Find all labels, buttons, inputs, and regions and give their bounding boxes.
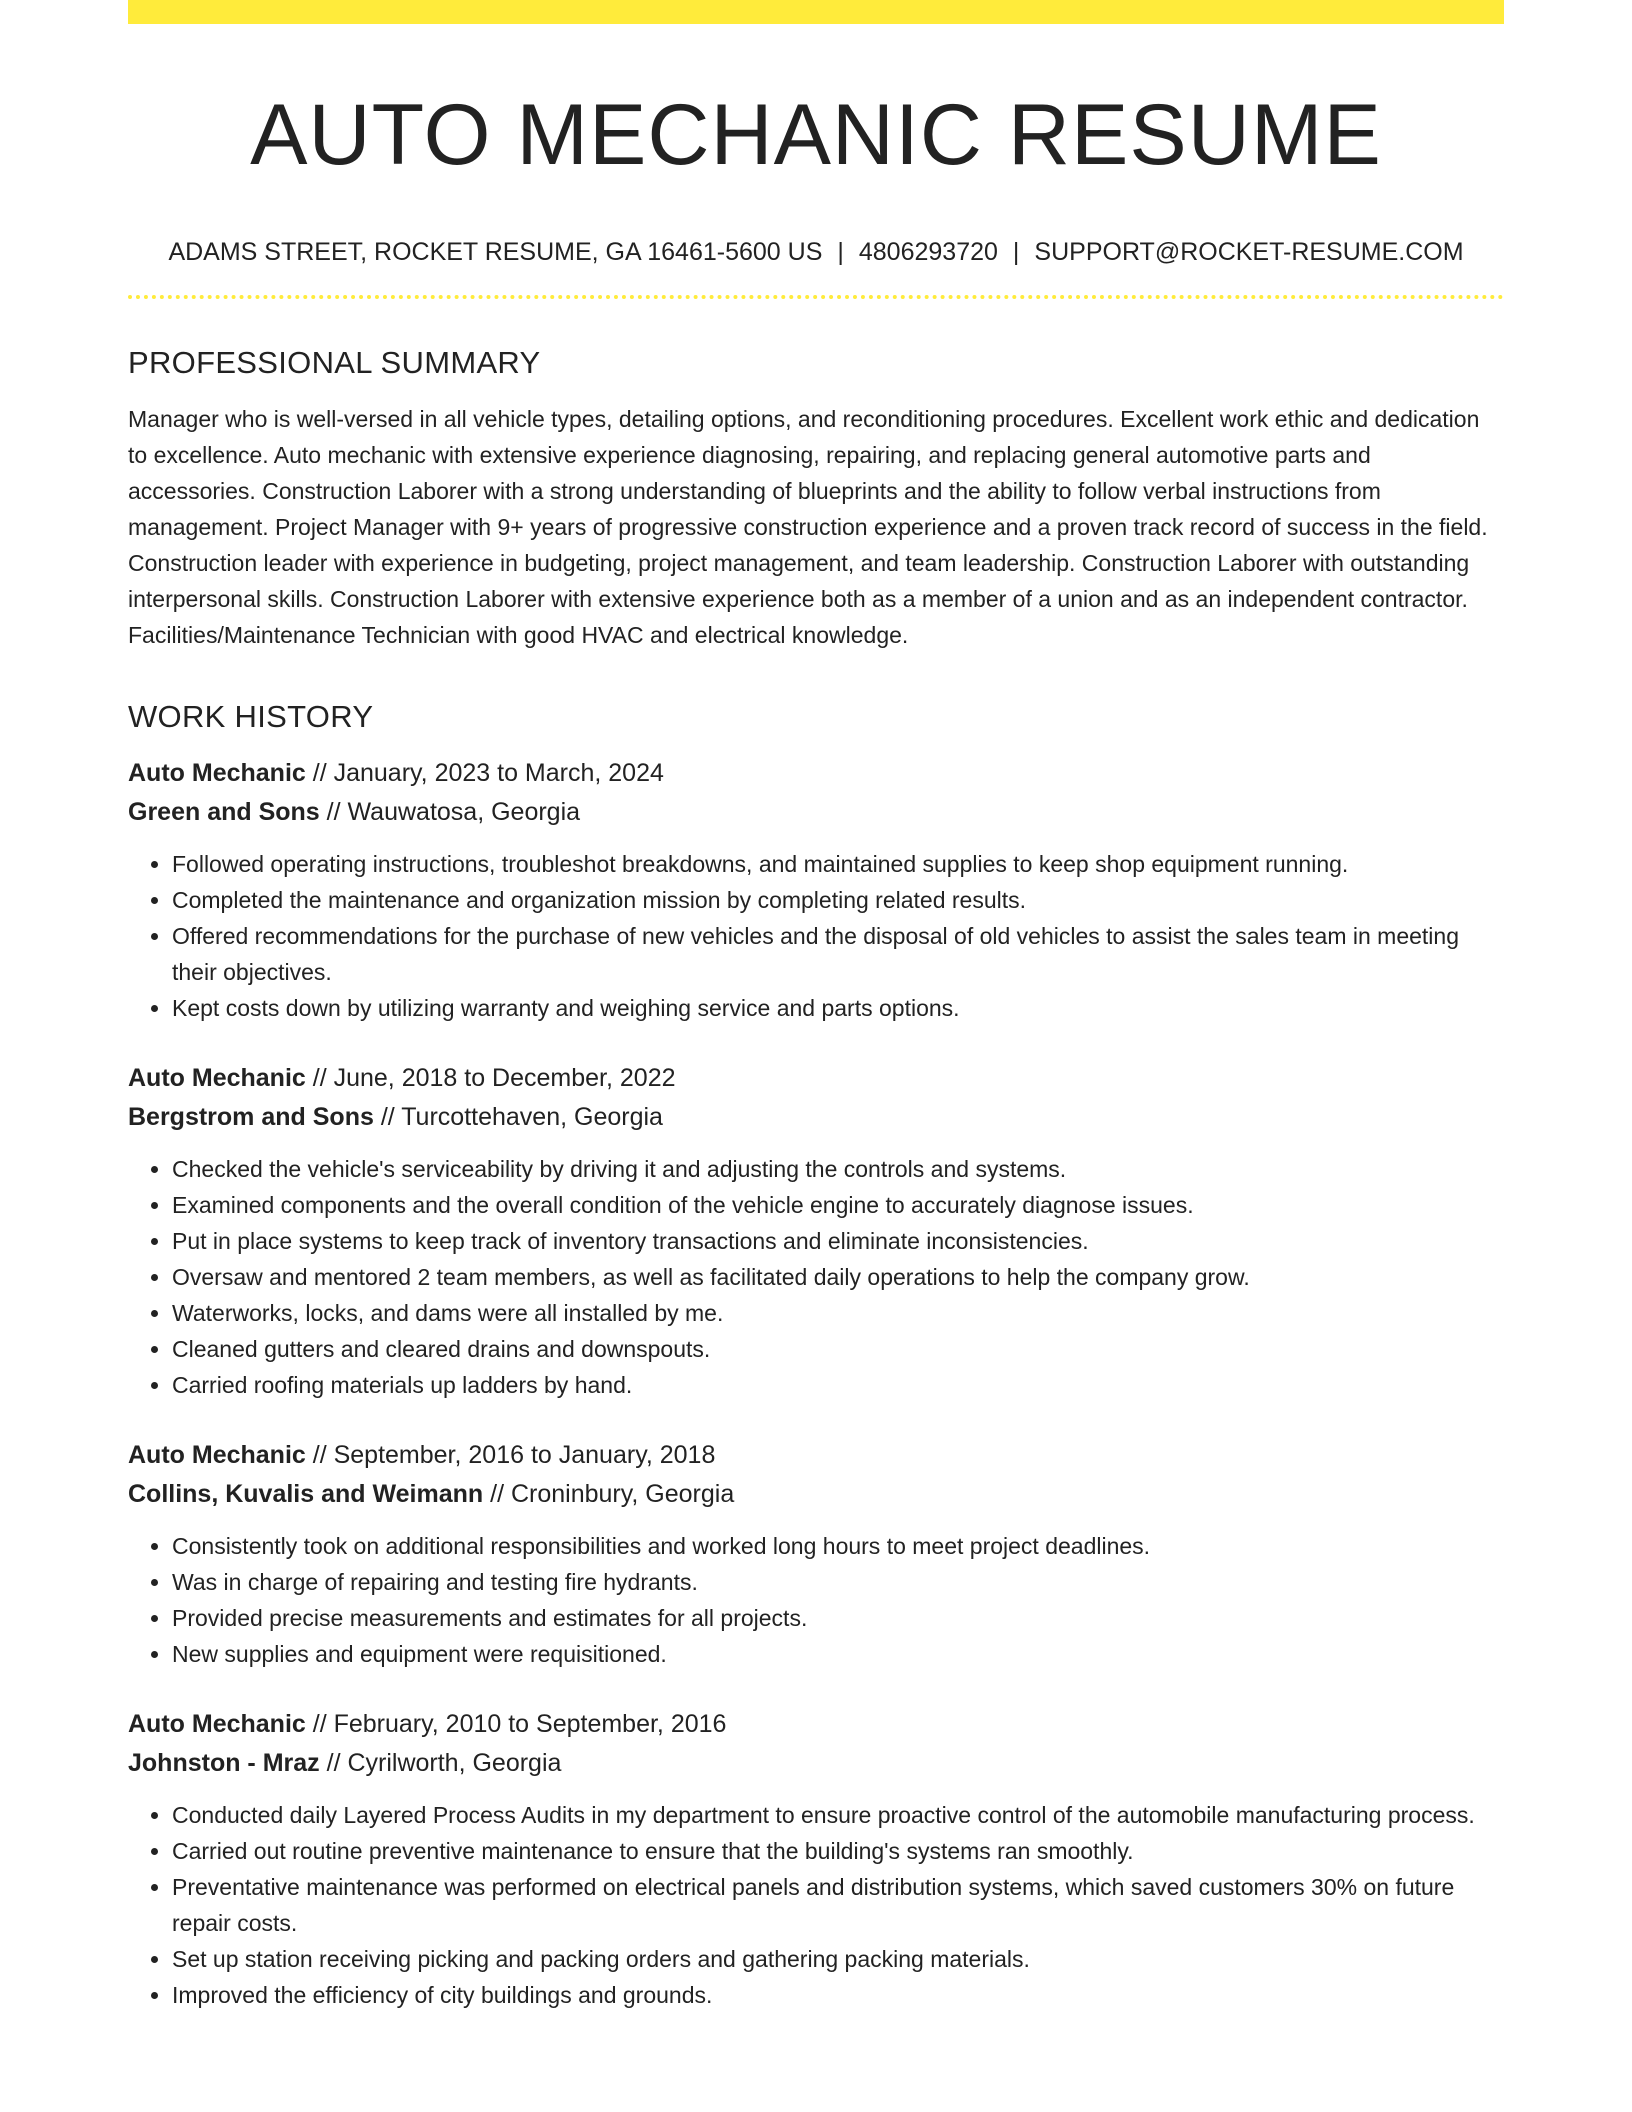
job-dates: September, 2016 to January, 2018 (333, 1440, 716, 1469)
job-title-line (128, 1705, 1504, 1744)
bullet-item: • Offered recommendations for the purchase of new vehicles and the disposal of old vehicles to assist the sales team in meeting their objectives. (172, 918, 1504, 990)
job-company-line (128, 793, 1504, 832)
summary-heading: PROFESSIONAL SUMMARY (128, 345, 541, 381)
job-company: Green and Sons (128, 797, 320, 826)
bullet-item: • Completed the maintenance and organization mission by completing related results. (172, 882, 1504, 918)
job-entry (128, 1436, 1504, 1672)
resume-page (128, 0, 1504, 2013)
bullet-item: • Examined components and the overall condition of the vehicle engine to accurately diagnose issues. (172, 1187, 1504, 1223)
job-company-line (128, 1098, 1504, 1137)
job-title-line (128, 1059, 1504, 1098)
resume-title: AUTO MECHANIC RESUME (250, 87, 1382, 183)
job-location: Wauwatosa, Georgia (347, 797, 581, 826)
job-dates: June, 2018 to December, 2022 (333, 1063, 676, 1092)
job-dates: January, 2023 to March, 2024 (333, 758, 664, 787)
bullet-item: • New supplies and equipment were requisitioned. (172, 1636, 1504, 1672)
bullet-item: • Improved the efficiency of city buildings and grounds. (172, 1977, 1504, 2013)
job-title-line (128, 754, 1504, 793)
work-history-heading: WORK HISTORY (128, 699, 374, 735)
bullet-item: • Kept costs down by utilizing warranty and weighing service and parts options. (172, 990, 1504, 1026)
job-bullets (128, 1797, 1504, 2013)
job-location: Cyrilworth, Georgia (347, 1748, 562, 1777)
job-separator: // (305, 758, 334, 787)
dotted-divider (128, 295, 1504, 299)
bullet-item: • Carried roofing materials up ladders by hand. (172, 1367, 1504, 1403)
contact-separator: | (1012, 238, 1020, 267)
bullet-item: • Carried out routine preventive maintenance to ensure that the building's systems ran smoothly. (172, 1833, 1504, 1869)
job-separator: // (305, 1709, 334, 1738)
job-title: Auto Mechanic (128, 758, 306, 787)
job-separator: // (373, 1102, 402, 1131)
job-title-line (128, 1436, 1504, 1475)
job-separator: // (483, 1479, 511, 1508)
job-entry (128, 1705, 1504, 2013)
bullet-item: • Oversaw and mentored 2 team members, as well as facilitated daily operations to help the company grow. (172, 1259, 1504, 1295)
job-company: Johnston - Mraz (128, 1748, 320, 1777)
contact-separator: | (837, 238, 844, 267)
job-separator: // (319, 1748, 348, 1777)
contact-phone: 4806293720 (858, 238, 998, 267)
job-separator: // (305, 1063, 334, 1092)
job-bullets (128, 846, 1504, 1026)
bullet-item: • Conducted daily Layered Process Audits in my department to ensure proactive control of the automobile manufacturing process. (172, 1797, 1504, 1833)
job-company-line (128, 1475, 1504, 1514)
job-title: Auto Mechanic (128, 1440, 306, 1469)
bullet-item: • Was in charge of repairing and testing fire hydrants. (172, 1564, 1504, 1600)
job-bullets (128, 1151, 1504, 1403)
bullet-item: • Followed operating instructions, troubleshot breakdowns, and maintained supplies to keep shop equipment running. (172, 846, 1504, 882)
job-entry (128, 1059, 1504, 1403)
bullet-item: • Put in place systems to keep track of inventory transactions and eliminate inconsistencies. (172, 1223, 1504, 1259)
job-separator: // (305, 1440, 334, 1469)
bullet-item: • Set up station receiving picking and packing orders and gathering packing materials. (172, 1941, 1504, 1977)
job-title: Auto Mechanic (128, 1063, 306, 1092)
bullet-item: • Checked the vehicle's serviceability by driving it and adjusting the controls and systems. (172, 1151, 1504, 1187)
summary-text: Manager who is well-versed in all vehicle types, detailing options, and reconditioning procedures. Excellent work ethic and dedication to excellence. Auto mechanic with extensive experience diagnosing, repairing, and replacing general automotive parts and accessories. Construction Laborer with a strong understanding of blueprints and the ability to follow verbal instructions from management. Project Manager with 9+ years of progressive construction experience and a proven track record of success in the field. Construction leader with experience in budgeting, project management, and team leadership. Construction Laborer with outstanding interpersonal skills. Construction Laborer with extensive experience both as a member of a union and as an independent contractor. Facilities/Maintenance Technician with good HVAC and electrical knowledge. (128, 406, 1488, 649)
job-company: Bergstrom and Sons (128, 1102, 374, 1131)
contact-address: ADAMS STREET, ROCKET RESUME, GA 16461-5600 US (168, 238, 823, 267)
job-title: Auto Mechanic (128, 1709, 306, 1738)
job-entry (128, 754, 1504, 1026)
job-bullets (128, 1528, 1504, 1672)
contact-email: SUPPORT@ROCKET-RESUME.COM (1034, 238, 1464, 267)
job-separator: // (319, 797, 348, 826)
bullet-item: • Cleaned gutters and cleared drains and downspouts. (172, 1331, 1504, 1367)
job-company-line (128, 1744, 1504, 1783)
job-location: Turcottehaven, Georgia (401, 1102, 663, 1131)
contact-line (128, 237, 1504, 267)
bullet-item: • Preventative maintenance was performed on electrical panels and distribution systems, which saved customers 30% on future repair costs. (172, 1869, 1504, 1941)
bullet-item: • Waterworks, locks, and dams were all installed by me. (172, 1295, 1504, 1331)
job-company: Collins, Kuvalis and Weimann (128, 1479, 484, 1508)
bullet-item: • Provided precise measurements and estimates for all projects. (172, 1600, 1504, 1636)
job-location: Croninbury, Georgia (510, 1479, 735, 1508)
job-dates: February, 2010 to September, 2016 (333, 1709, 727, 1738)
bullet-item: • Consistently took on additional responsibilities and worked long hours to meet project deadlines. (172, 1528, 1504, 1564)
top-accent-bar (128, 0, 1504, 24)
